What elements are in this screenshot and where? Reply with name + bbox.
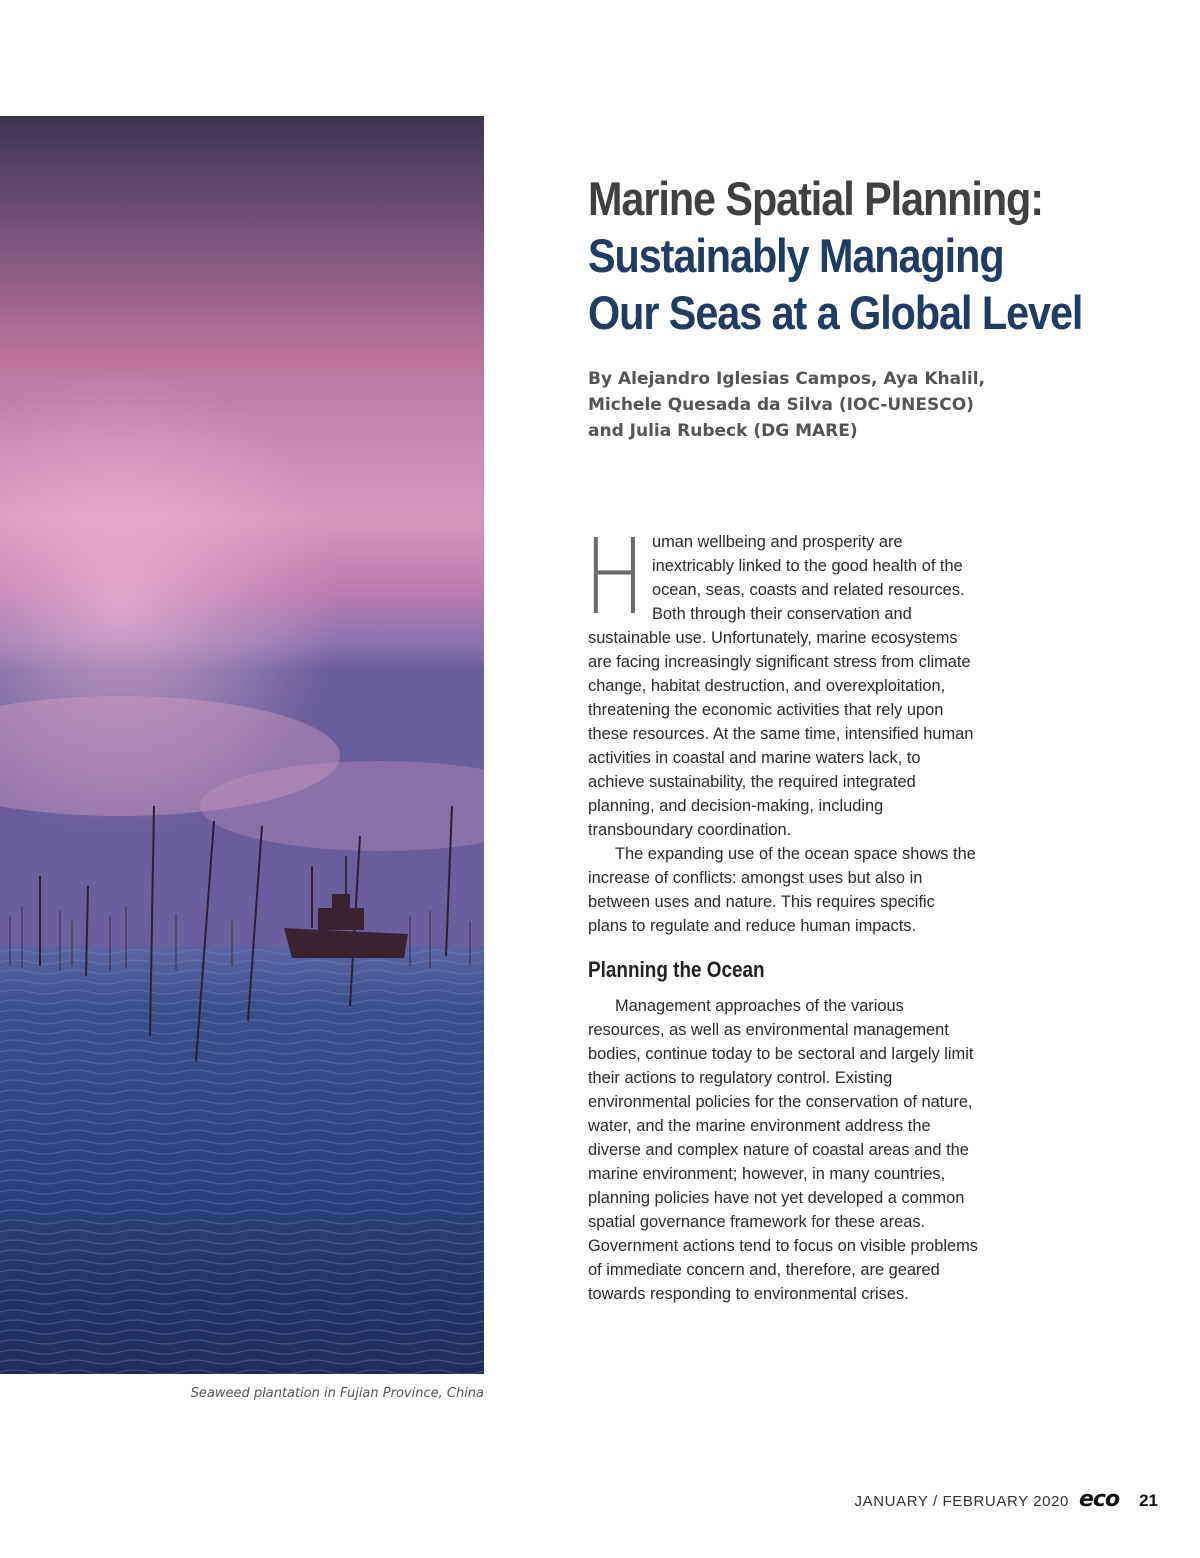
byline-line-1: By Alejandro Iglesias Campos, Aya Khalil, (588, 369, 986, 389)
magazine-logo: eco (1079, 1487, 1120, 1512)
author-byline (588, 366, 988, 444)
byline-line-2: Michele Quesada da Silva (IOC-UNESCO) (588, 395, 974, 415)
page-number: 21 (1139, 1491, 1158, 1510)
article-body (584, 516, 978, 1306)
paragraph-3: Management approaches of the various resources, as well as environmental management bodies, continue today to be sectoral and largely limit their actions to regulatory control. Existing environmental policies for the conservation of nature, water, and the marine environment address the diverse and complex nature of coastal areas and the marine environment; however, in many countries, planning policies have not yet developed a common spatial governance framework for these areas. Government actions tend to focus on visible problems of immediate concern and, therefore, are geared towards responding to environmental crises. (588, 997, 978, 1303)
paragraph-1 (584, 516, 978, 842)
headline-line-3: Our Seas at a Global Level (588, 286, 1083, 339)
article-headline (588, 170, 1081, 341)
byline-line-3: and Julia Rubeck (DG MARE) (588, 421, 858, 441)
headline-line-2: Sustainably Managing (588, 229, 1004, 282)
page-footer (855, 1487, 1158, 1512)
photo-caption: Seaweed plantation in Fujian Province, China (190, 1386, 484, 1401)
drop-cap: H (584, 516, 645, 638)
section-heading: Planning the Ocean (588, 957, 765, 982)
headline-line-1: Marine Spatial Planning: (588, 172, 1043, 225)
seaweed-plantation-photo (0, 116, 484, 1374)
paragraph-2: The expanding use of the ocean space shows the increase of conflicts: amongst uses but also in between uses and nature. This requires specific plans to regulate and reduce human impacts. (588, 845, 976, 935)
paragraph-1-text: uman wellbeing and prosperity are inextricably linked to the good health of the ocean, seas, coasts and related resources. Both through their conservation and sustainable use. Unfortunately, marine ecosystems are facing increasingly significant stress from climate change, habitat destruction, and overexploitation, threatening the economic activities that rely upon these resources. At the same time, intensified human activities in coastal and marine waters lack, to achieve sustainability, the required integrated planning, and decision-making, including transboundary coordination. (588, 533, 974, 839)
issue-date: JANUARY / FEBRUARY 2020 (854, 1493, 1069, 1510)
